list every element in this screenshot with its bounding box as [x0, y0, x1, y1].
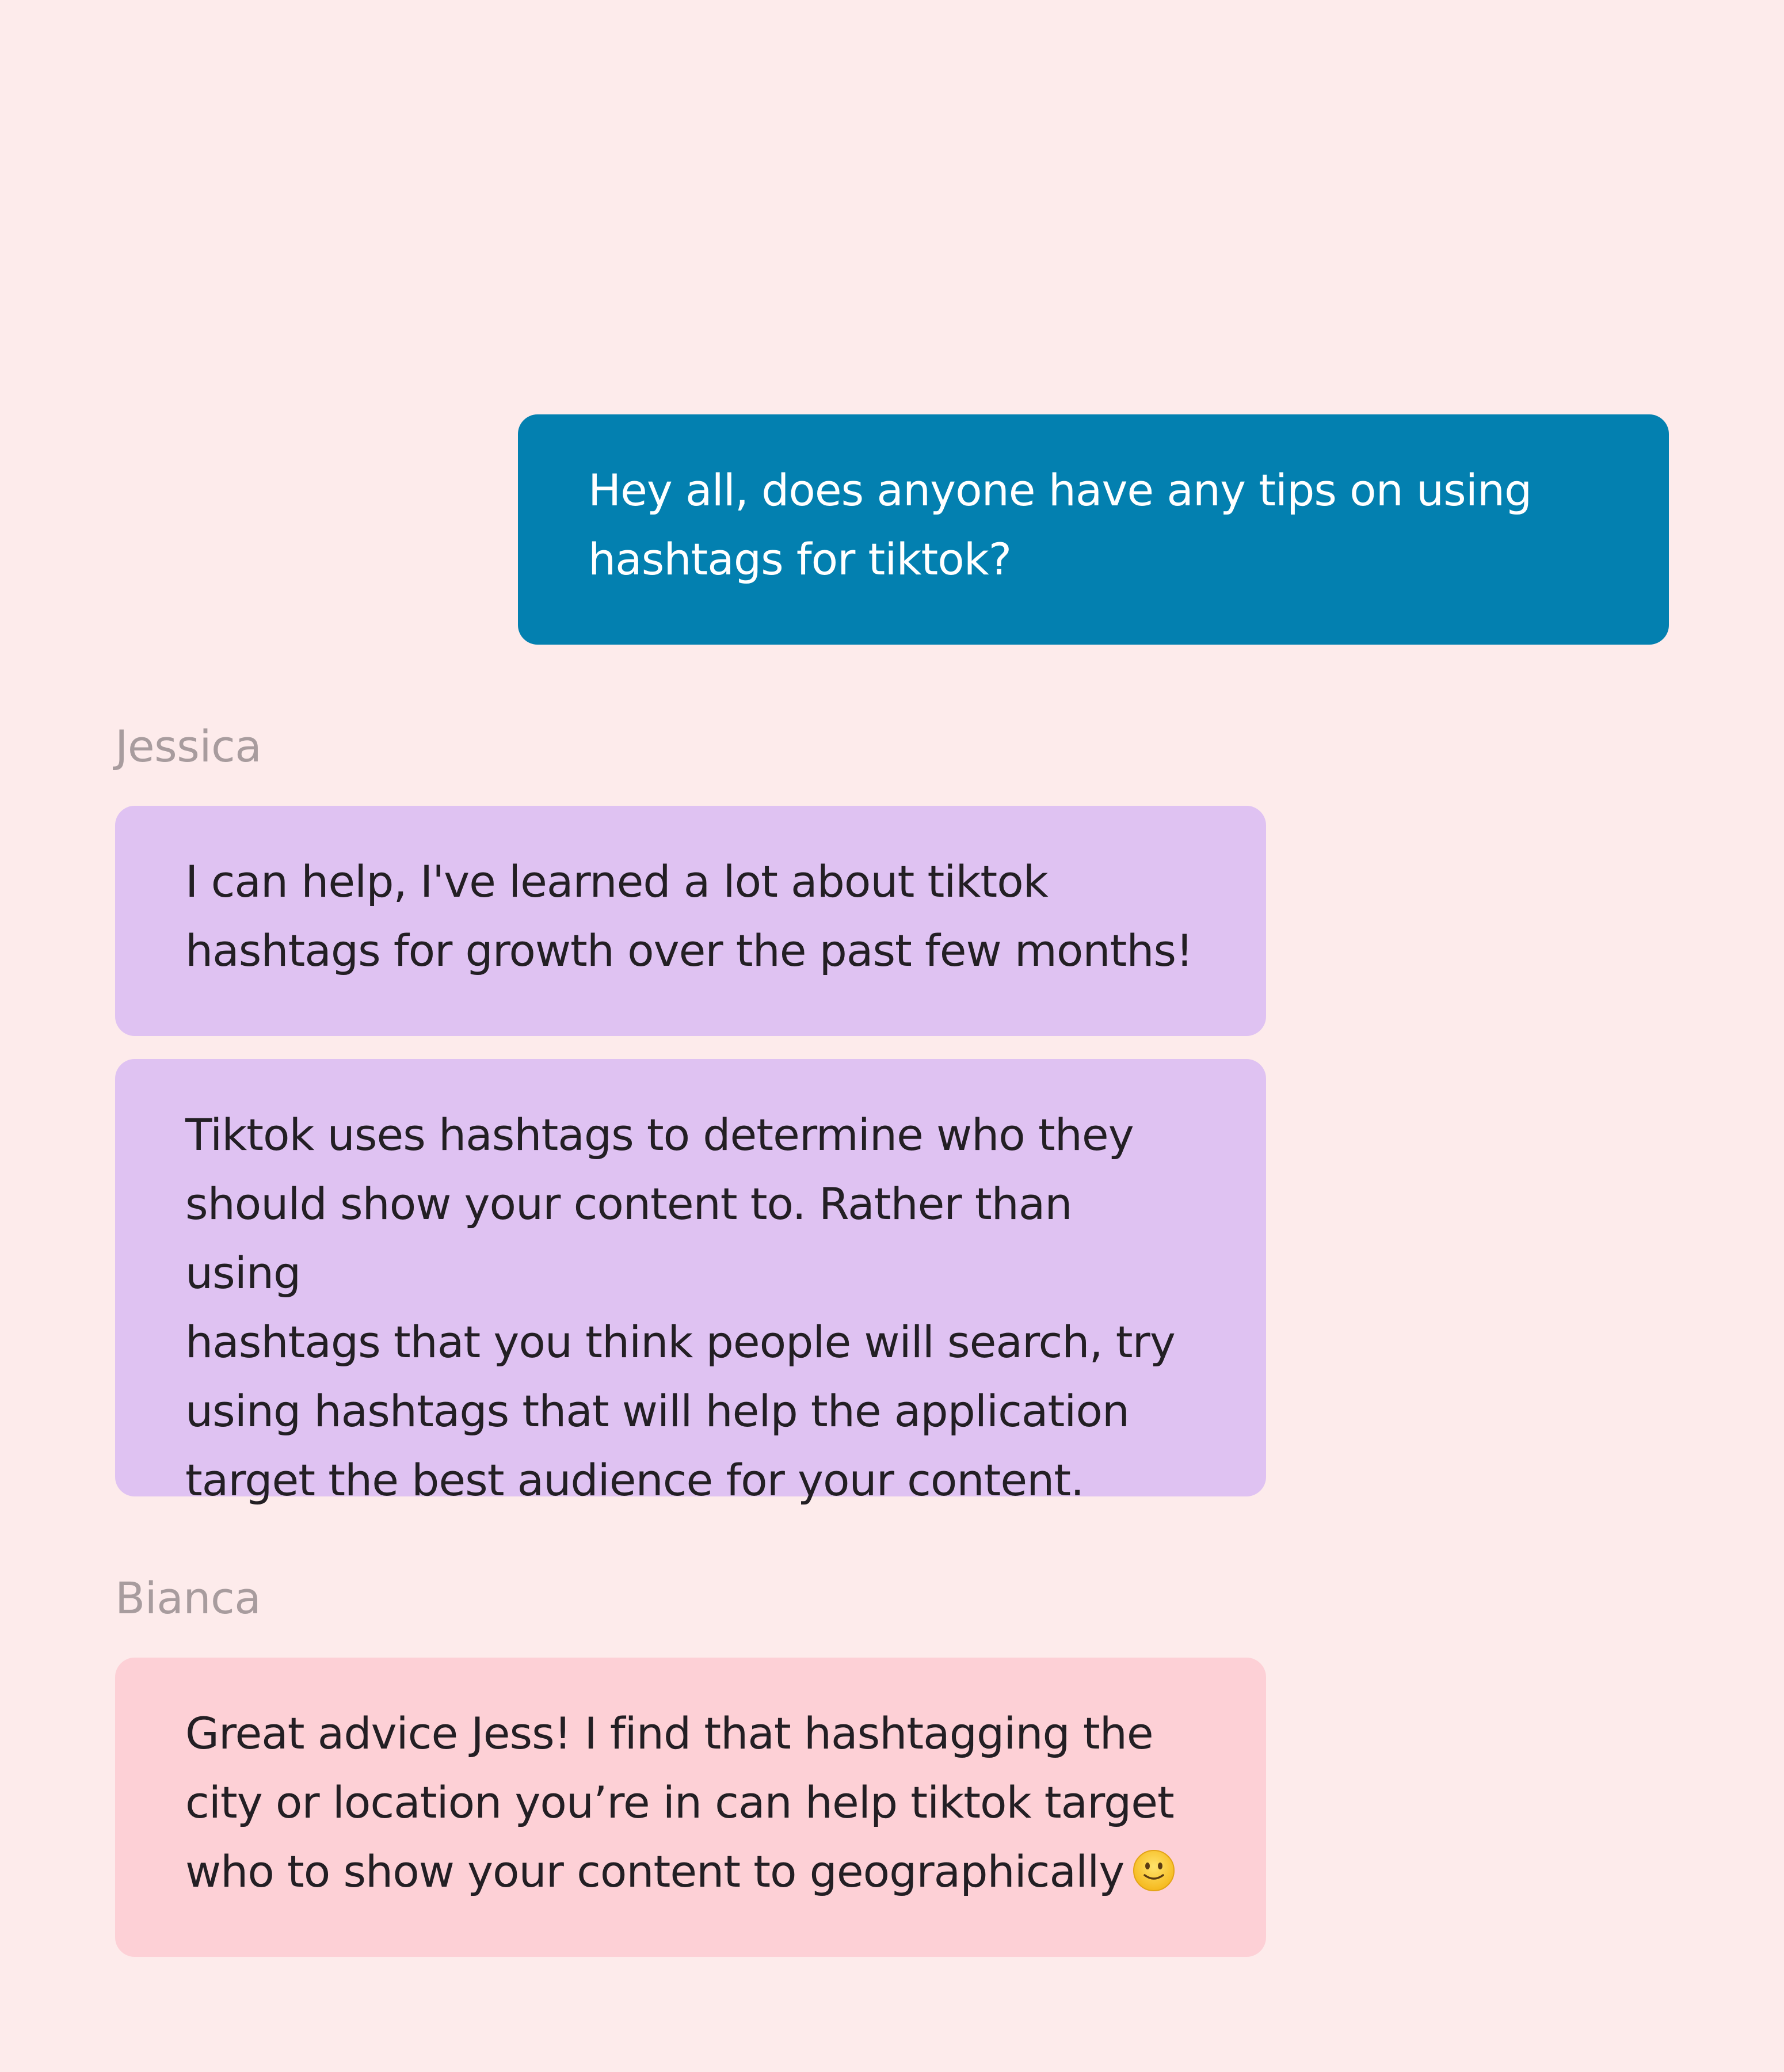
incoming-message-bubble[interactable] — [115, 1059, 1266, 1506]
message-line: using hashtags that will help the application — [185, 1385, 1130, 1437]
sender-name-jessica: Jessica — [115, 721, 262, 772]
slightly-smiling-face-icon — [1132, 1843, 1176, 1912]
message-line: city or location you’re in can help tiktok target — [185, 1777, 1174, 1828]
message-line-with-emoji — [185, 1837, 1197, 1912]
message-line: hashtags for growth over the past few months! — [185, 925, 1193, 976]
message-line: Hey all, does anyone have any tips on using — [588, 464, 1532, 516]
message-line: Tiktok uses hashtags to determine who they — [185, 1109, 1134, 1160]
message-line: should show your content to. Rather than using — [185, 1178, 1072, 1298]
outgoing-message-bubble[interactable] — [518, 414, 1669, 645]
incoming-message-bubble[interactable] — [115, 1658, 1266, 1957]
message-line: I can help, I've learned a lot about tiktok — [185, 856, 1048, 907]
message-line: Great advice Jess! I find that hashtagging the — [185, 1708, 1153, 1759]
message-line: who to show your content to geographically — [185, 1846, 1124, 1897]
message-line: target the best audience for your content. — [185, 1454, 1084, 1506]
incoming-message-bubble[interactable] — [115, 806, 1266, 1036]
message-line: hashtags for tiktok? — [588, 534, 1012, 585]
sender-name-bianca: Bianca — [115, 1572, 261, 1624]
message-line: hashtags that you think people will search, try — [185, 1316, 1175, 1368]
